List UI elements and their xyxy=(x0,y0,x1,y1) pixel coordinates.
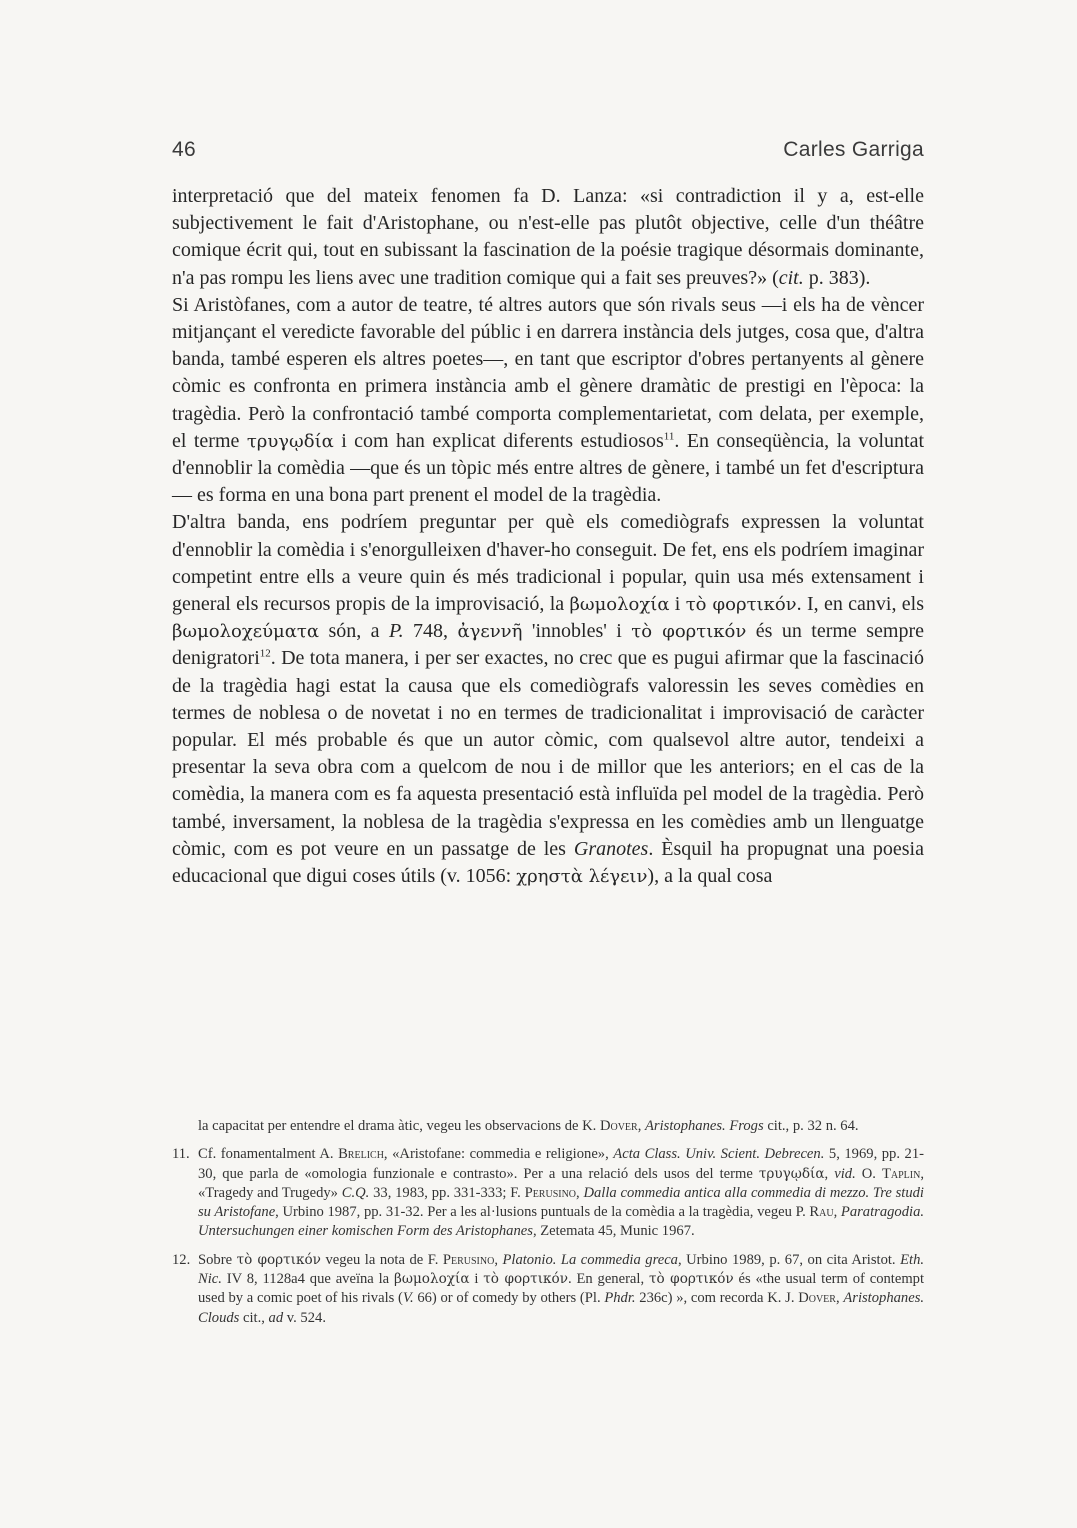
text-run: Si Aristòfanes, com a autor de teatre, té altres autors que són rivals seus —i els ha de vèncer mitjançant el veredicte favorable del públic i en darrera instància dels jutges, cosa que, d'altra banda, també esperen els altres poetes—, en tant que escriptor d'obres pertanyents al gènere còmic es confronta en primera instància amb el gènere dramàtic de prestigi en l'època: la tragèdia. Però la confrontació també comporta complementarietat, com delata, per exemple, el terme xyxy=(172,293,924,452)
author-name: Taplin xyxy=(881,1165,921,1182)
text-run: , xyxy=(835,1290,844,1307)
greek-term: τὸ φορτικόν xyxy=(631,621,747,643)
italic-run: Platonio. La commedia greca xyxy=(502,1251,678,1268)
footnote-text xyxy=(198,1117,924,1136)
text-run: , xyxy=(833,1204,841,1221)
greek-term: βωμολοχία xyxy=(394,1271,470,1288)
author-name: Perusino xyxy=(524,1184,577,1201)
text-run: 66) or of comedy by others (Pl. xyxy=(413,1290,605,1307)
footnote-text xyxy=(198,1251,924,1328)
text-run: i com han explicat diferents estudiosos xyxy=(333,429,664,452)
text-run: la capacitat per entendre el drama àtic, vegeu les observacions de K. xyxy=(198,1118,600,1134)
italic-run: Acta Class. Univ. Scient. Debrecen. xyxy=(613,1146,825,1163)
author-name: Brelich xyxy=(338,1146,384,1163)
running-header xyxy=(172,138,924,162)
text-run: , xyxy=(576,1184,584,1201)
greek-term: βωμολοχεύματα xyxy=(172,621,320,643)
footnote-text xyxy=(198,1145,924,1241)
text-run: 5, 1969, pp. 21-30, que parla de «omologia funzionale e contrasto». Per a una relació dels usos del terme xyxy=(198,1146,924,1182)
text-run: , xyxy=(637,1118,646,1134)
italic-run: Phdr. xyxy=(604,1290,636,1307)
footnotes xyxy=(172,1117,924,1328)
footnote-number: 11. xyxy=(172,1146,190,1163)
text-run: . De tota manera, i per ser exactes, no crec que es pugui afirmar que la fascinació de la tragèdia hagi estat la causa que els comediògrafs valoressin les seves comèdies en termes de noblesa o de novetat i no en termes de tradicionalitat i improvisació de caràcter popular. El més probable és que un autor còmic, com qualsevol altre autor, tendeixi a presentar la seva obra com a quelcom de nou i de millor que les anteriors; en el cas de la comèdia, la manera com es fa aquesta presentació està influïda pel model de la tragèdia. Però també, inversament, la noblesa de la tragèdia s'expressa en les comèdies amb un llenguatge còmic, com es pot veure en un passatge de les xyxy=(172,647,924,860)
greek-term: ἀγεννῆ xyxy=(457,621,523,643)
author-name: Perusino xyxy=(442,1251,495,1268)
italic-run: V. xyxy=(402,1290,414,1307)
text-run: . Èsquil ha propugnat una poesia educacional que digui coses útils (v. 1056: xyxy=(172,837,924,888)
text-run: Cf. fonamentalment A. xyxy=(198,1146,339,1163)
page-number: 46 xyxy=(172,138,196,161)
text-run: és un terme sempre denigratori xyxy=(172,620,924,670)
italic-run: Aristophanes. Frogs xyxy=(645,1118,764,1134)
text-run: O. xyxy=(855,1165,882,1182)
text-run: , Urbino 1989, p. 67, on cita Aristot. xyxy=(677,1251,901,1268)
text-run: 748, xyxy=(403,620,458,643)
text-run: , «Tragedy and Trugedy» xyxy=(198,1165,924,1201)
greek-term: τρυγῳδία xyxy=(246,430,334,452)
footnote-11 xyxy=(172,1145,924,1241)
italic-run: vid. xyxy=(834,1165,856,1182)
text-run: 33, 1983, pp. 331-333; F. xyxy=(369,1184,525,1201)
text-run: . En conseqüència, la voluntat d'ennoblir la comèdia —que és un tòpic més entre altres de gènere, i també un fet d'escriptura— es forma en una bona part prenent el model de la tragèdia. xyxy=(172,429,924,507)
text-run: . I, en canvi, els xyxy=(796,593,924,616)
running-head-author: Carles Garriga xyxy=(783,138,924,161)
greek-term: χρηστὰ λέγειν xyxy=(516,866,648,888)
text-run: 236c) », com recorda K. J. xyxy=(635,1290,799,1307)
greek-term: τὸ φορτικόν xyxy=(648,1271,734,1288)
text-run: , xyxy=(824,1165,835,1182)
footnote-number: 12. xyxy=(172,1251,191,1268)
body-text xyxy=(172,183,924,890)
author-name: Dover xyxy=(798,1290,836,1307)
italic-run: Granotes xyxy=(573,837,649,860)
text-run: interpretació que del mateix fenomen fa D. Lanza: «si contradiction il y a, est-elle subjectivement le fait d'Aristophane, ou n'est-elle pas plutôt objective, celle d'un théâtre comique écrit qui, tout en subissant la fascination de la poésie tragique désormais dominante, n'a pas rompu les liens avec une tradition comique qui a fait ses preuves?» ( xyxy=(172,185,924,289)
text-run: , Urbino 1987, pp. 31-32. Per a les al·lusions puntuals de la comèdia a la tragèdia, vegeu P. xyxy=(275,1204,810,1221)
author-name: Dover xyxy=(599,1118,638,1134)
text-run: IV 8, 1128a4 que aveïna la xyxy=(221,1271,394,1288)
italic-run: C.Q. xyxy=(341,1184,370,1201)
italic-run: P. xyxy=(388,620,404,643)
greek-term: τὸ φορτικόν xyxy=(483,1271,568,1288)
paragraph xyxy=(172,509,924,890)
greek-term: βωμολοχία xyxy=(569,594,670,616)
text-run: 'innobles' i xyxy=(522,620,632,643)
text-run: , xyxy=(494,1251,503,1268)
text-run: , «Aristofane: commedia e religione», xyxy=(383,1146,614,1163)
text-run: D'altra banda, ens podríem preguntar per què els comediògrafs expressen la voluntat d'ennoblir la comèdia i s'enorgulleixen d'haver-ho conseguit. De fet, ens els podríem imaginar competint entre ells a veure quin és més tradicional i popular, quin usa més extensament i general els recursos propis de la improvisació, la xyxy=(172,511,924,616)
author-name: Rau xyxy=(809,1204,834,1221)
text-run: v. 524. xyxy=(283,1309,326,1326)
text-run: , Zetemata 45, Munic 1967. xyxy=(532,1223,695,1240)
greek-term: τὸ φορτικόν xyxy=(236,1251,321,1268)
text-run: ), a la qual cosa xyxy=(647,865,773,888)
footnote-12 xyxy=(172,1251,924,1328)
footnote-continuation xyxy=(172,1117,924,1136)
greek-term: τρυγῳδία xyxy=(758,1165,825,1182)
text-run: cit., p. 32 n. 64. xyxy=(763,1118,859,1134)
italic-run: Paratragodia. Untersuchungen einer komischen Form des Aristophanes xyxy=(198,1204,925,1240)
italic-run: Eth. Nic. xyxy=(198,1251,925,1288)
italic-run: Aristophanes. Clouds xyxy=(198,1290,925,1326)
text-run: vegeu la nota de F. xyxy=(320,1251,443,1268)
text-run: cit., xyxy=(239,1309,269,1326)
italic-run: ad xyxy=(268,1309,284,1326)
text-run: són, a xyxy=(319,620,389,643)
italic-run: Dalla commedia antica alla commedia di mezzo. Tre studi su Aristofane xyxy=(198,1184,924,1221)
text-run: i xyxy=(669,593,686,616)
italic-run: cit. xyxy=(778,266,804,289)
text-run: . En general, xyxy=(567,1271,649,1288)
paragraph xyxy=(172,183,924,292)
footnote-ref: 11 xyxy=(663,430,675,443)
footnote-ref: 12 xyxy=(259,647,271,660)
text-run: p. 383). xyxy=(803,266,871,289)
text-run: i xyxy=(469,1271,484,1288)
text-run: és «the usual term of contempt used by a comic poet of his rivals ( xyxy=(198,1271,925,1307)
paragraph xyxy=(172,292,924,510)
text-run: Sobre xyxy=(198,1251,237,1268)
greek-term: τὸ φορτικόν xyxy=(685,594,797,616)
